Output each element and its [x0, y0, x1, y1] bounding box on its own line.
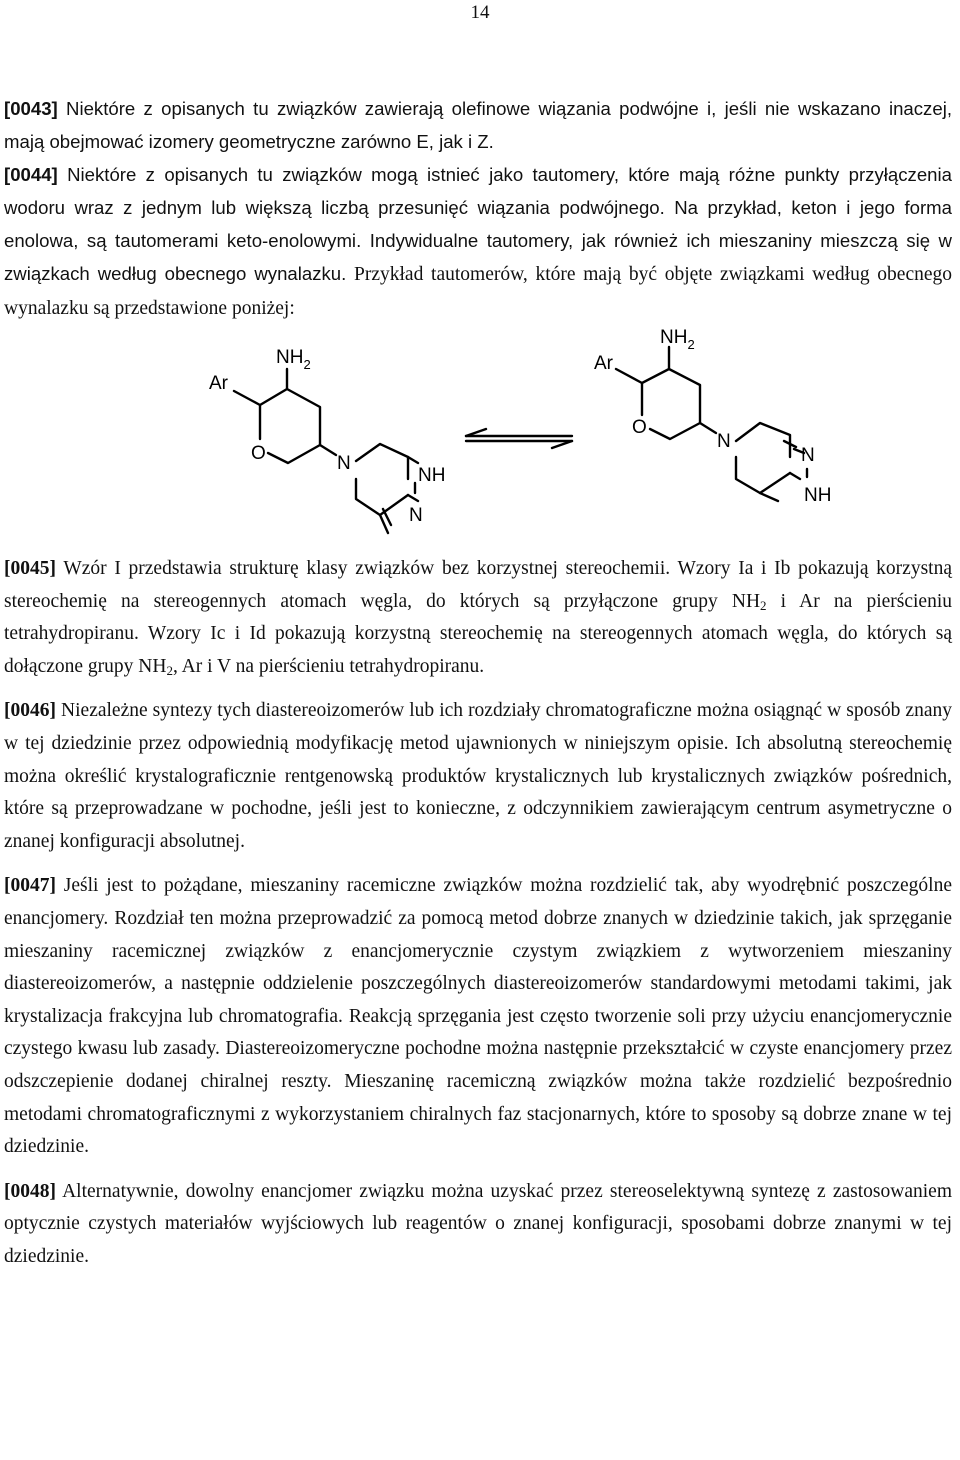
tautomer-figure [4, 329, 952, 549]
paragraph-text: Alternatywnie, dowolny enancjomer związku można uzyskać przez stereoselektywną syntezę z zastosowaniem optycznie czystych materiałów wyjściowych lub reagentów o znanej konfiguracji, sposobami dobrze znanymi w tej dziedzinie. [4, 1180, 952, 1267]
label-nh2: $NH_2$ [276, 347, 311, 372]
subscript: 2 [166, 662, 173, 678]
document-body [4, 92, 952, 1273]
paragraph-0044 [4, 158, 952, 325]
subscript: 2 [760, 597, 767, 613]
paragraph-tag: [0047] [4, 875, 56, 897]
paragraph-text: Niektóre z opisanych tu związków mogą istnieć jako tautomery, które mają różne punkty przyłączenia wodoru wraz z jednym lub większą liczbą przesunięć wiązania podwójnego. Na przykład, keton i jego forma enolowa, są tautomerami keto-enolowymi. Indywidualne tautomery, jak również ich mieszaniny mieszczą się w związkach według obecnego wynalazku. [4, 164, 952, 284]
paragraph-text: Niezależne syntezy tych diastereoizomerów lub ich rozdziały chromatograficzne można osiągnąć w sposób znany w tej dziedzinie przez odpowiednią modyfikację metod ujawnionych w niniejszym opisie. Ich absolutną stereochemię można określić krystalograficznie rentgenowską produktów krystalicznych lub krystalicznych związków pośrednich, które są przeprowadzane w pochodne, jeśli jest to konieczne, z odczynnikiem zawierającym centrum asymetryczne o znanej konfiguracji absolutnej. [4, 700, 952, 852]
label-ar: Ar [209, 373, 228, 394]
paragraph-text: , Ar i V na pierścieniu tetrahydropiranu. [172, 655, 485, 677]
paragraph-0043 [4, 92, 952, 158]
label-nh: NH [418, 465, 446, 486]
paragraph-tag: [0046] [4, 700, 56, 722]
paragraph-text-cont: Przykład tautomerów, które mają być objęte związkami według obecnego wynalazku są przedstawione poniżej: [4, 264, 952, 319]
paragraph-0045 [4, 553, 952, 683]
label-n: N [337, 453, 351, 474]
paragraph-text: i Ar na pierścieniu tetrahydropiranu. Wzory Ic i Id pokazują korzystną stereochemię na stereogennych atomach węgla, do których są dołączone grupy NH [4, 590, 953, 677]
paragraph-text: Wzór I przedstawia strukturę klasy związków bez korzystnej stereochemii. Wzory Ia i Ib pokazują korzystną stereochemię na stereogennych atomach węgla, do których są przyłączone grupy NH [4, 558, 952, 612]
label-ar: Ar [594, 353, 613, 374]
label-n: N [801, 445, 815, 466]
paragraph-tag: [0044] [4, 164, 58, 185]
paragraph-0047 [4, 870, 952, 1163]
paragraph-tag: [0045] [4, 558, 56, 579]
label-o: O [251, 443, 266, 464]
paragraph-text: Jeśli jest to pożądane, mieszaniny racemiczne związków można rozdzielić tak, aby wyodrębnić poszczególne enancjomery. Rozdział ten można przeprowadzić za pomocą metod dobrze znanych w dziedzinie takich, jak sprzęganie mieszaniny racemicznej związków z enancjomerycznie czystym związkiem z wytworzeniem mieszaniny diastereoizomerów, a następnie oddzielenie poszczególnych diastereoizomerów standardowymi metodami takimi, jak krystalizacja frakcyjna lub chromatografia. Reakcją sprzęgania jest często tworzenie soli przy użyciu enancjomerycznie czystego kwasu lub zasady. Diastereoizomeryczne pochodne można następnie przekształcić w czyste enancjomery przez odszczepienie dodanej chiralnej reszty. Mieszaninę racemiczną związków można także rozdzielić bezpośrednio metodami chromatograficznymi z wykorzystaniem chiralnych faz stacjonarnych, które to sposoby są dobrze znane w tej dziedzinie. [4, 875, 952, 1158]
label-n: N [409, 505, 423, 526]
tautomer-structures [4, 329, 952, 549]
label-nh2: $NH_2$ [660, 329, 695, 352]
label-n: N [717, 431, 731, 452]
paragraph-0046 [4, 695, 952, 858]
paragraph-0048 [4, 1176, 952, 1274]
label-o: O [632, 417, 647, 438]
paragraph-text: Niektóre z opisanych tu związków zawierają olefinowe wiązania podwójne i, jeśli nie wskazano inaczej, mają obejmować izomery geometryczne zarówno E, jak i Z. [4, 98, 952, 152]
page-number: 14 [470, 2, 490, 23]
paragraph-tag: [0043] [4, 98, 58, 119]
paragraph-tag: [0048] [4, 1180, 56, 1202]
label-nh: NH [804, 485, 832, 506]
